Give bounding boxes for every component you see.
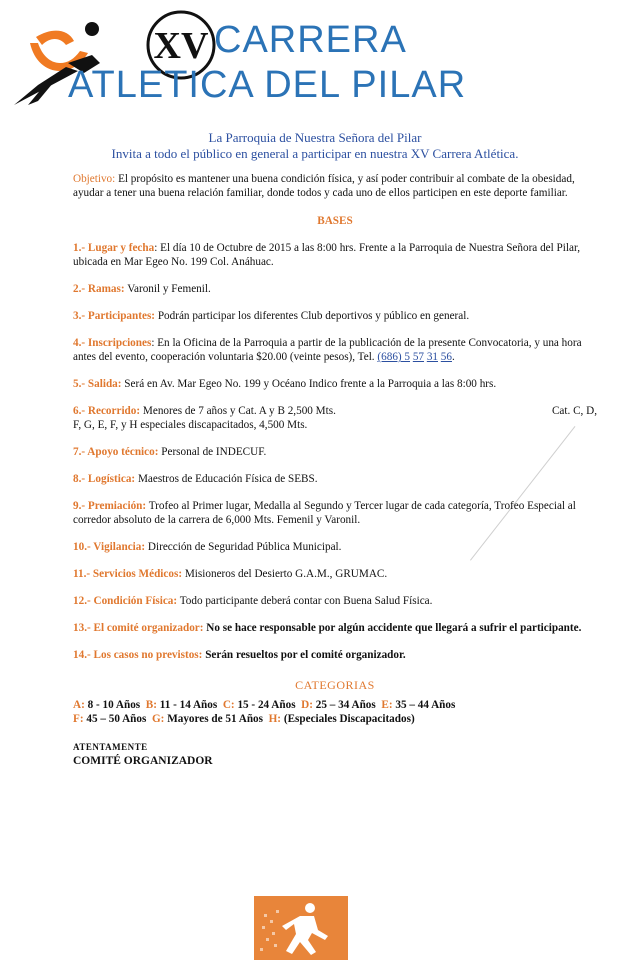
base-item: 5.- Salida: Será en Av. Mar Egeo No. 199 y Océano Indico frente a la Parroquia a las 8:00 hrs. — [73, 378, 497, 390]
base-item: 11.- Servicios Médicos: Misioneros del Desierto G.A.M., GRUMAC. — [73, 568, 388, 580]
content — [73, 172, 597, 768]
phone-link[interactable]: (686) 5 — [377, 351, 411, 363]
categorias-title: CATEGORIAS — [295, 678, 375, 692]
base-item: 10.- Vigilancia: Dirección de Seguridad Pública Municipal. — [73, 541, 342, 553]
atentamente: ATENTAMENTE — [73, 742, 148, 752]
phone-link[interactable]: 31 — [426, 351, 438, 363]
phone-link[interactable]: 56 — [440, 351, 452, 363]
base-item: 13.- El comité organizador: No se hace responsable por algún accidente que llegará a sufrir el participante. — [73, 622, 582, 634]
inscripciones-item: 4.- Inscripciones: En la Oficina de la Parroquia a partir de la publicación de la presente Convocatoria, y una hora antes del evento, cooperación voluntaria $20.00 (veinte pesos), Tel. (686) 5 57 31 56. — [73, 337, 582, 363]
intro — [60, 130, 570, 162]
bases-title: BASES — [317, 215, 353, 227]
objetivo-label: Objetivo: — [73, 173, 116, 185]
base-item: 2.- Ramas: Varonil y Femenil. — [73, 283, 211, 295]
title-line-2: ATLETICA DEL PILAR — [68, 64, 467, 106]
svg-text:XV: XV — [153, 25, 209, 67]
base-item: 8.- Logística: Maestros de Educación Física de SEBS. — [73, 473, 318, 485]
base-item: 12.- Condición Física: Todo participante deberá contar con Buena Salud Física. — [73, 595, 433, 607]
objetivo-paragraph — [73, 172, 597, 200]
intro-line-1: La Parroquia de Nuestra Señora del Pilar — [208, 130, 422, 145]
base-item: 1.- Lugar y fecha: El día 10 de Octubre de 2015 a las 8:00 hrs. Frente a la Parroquia de Nuestra Señora del Pilar, ubicada en Mar Egeo No. 199 Col. Anáhuac. — [73, 242, 581, 268]
runner-badge-icon — [254, 896, 348, 960]
title-line-1: CARRERA — [214, 19, 407, 61]
categorias-row-1: A: 8 - 10 Años B: 11 - 14 Años C: 15 - 24 Años D: 25 – 34 Años E: 35 – 44 Años — [73, 699, 456, 711]
header — [0, 0, 631, 120]
intro-line-2: Invita a todo el público en general a participar en nuestra XV Carrera Atlética. — [111, 146, 519, 161]
objetivo-text: El propósito es mantener una buena condición física, y así poder contribuir al combate de la obesidad, ayudar a tener una buena relación familiar, donde todos y cada uno de ellos participen en este deporte familiar. — [73, 173, 575, 199]
base-item: 7.- Apoyo técnico: Personal de INDECUF. — [73, 446, 267, 458]
comite-organizador: COMITÉ ORGANIZADOR — [73, 755, 213, 767]
recorrido-item: Cat. C, D, 6.- Recorrido: Menores de 7 años y Cat. A y B 2,500 Mts. F, G, E, F, y H especiales discapacitados, 4,500 Mts. — [73, 405, 597, 431]
phone-link[interactable]: 57 — [412, 351, 425, 363]
categorias-row-2: F: 45 – 50 Años G: Mayores de 51 Años H: (Especiales Discapacitados) — [73, 713, 415, 725]
base-item: 9.- Premiación: Trofeo al Primer lugar, Medalla al Segundo y Tercer lugar de cada categoría, Trofeo Especial al corredor absoluto de la carrera de 6,000 Mts. Femenil y Varonil. — [73, 500, 576, 526]
base-item: 14.- Los casos no previstos: Serán resueltos por el comité organizador. — [73, 649, 406, 661]
base-item: 3.- Participantes: Podrán participar los diferentes Club deportivos y público en general. — [73, 310, 470, 322]
